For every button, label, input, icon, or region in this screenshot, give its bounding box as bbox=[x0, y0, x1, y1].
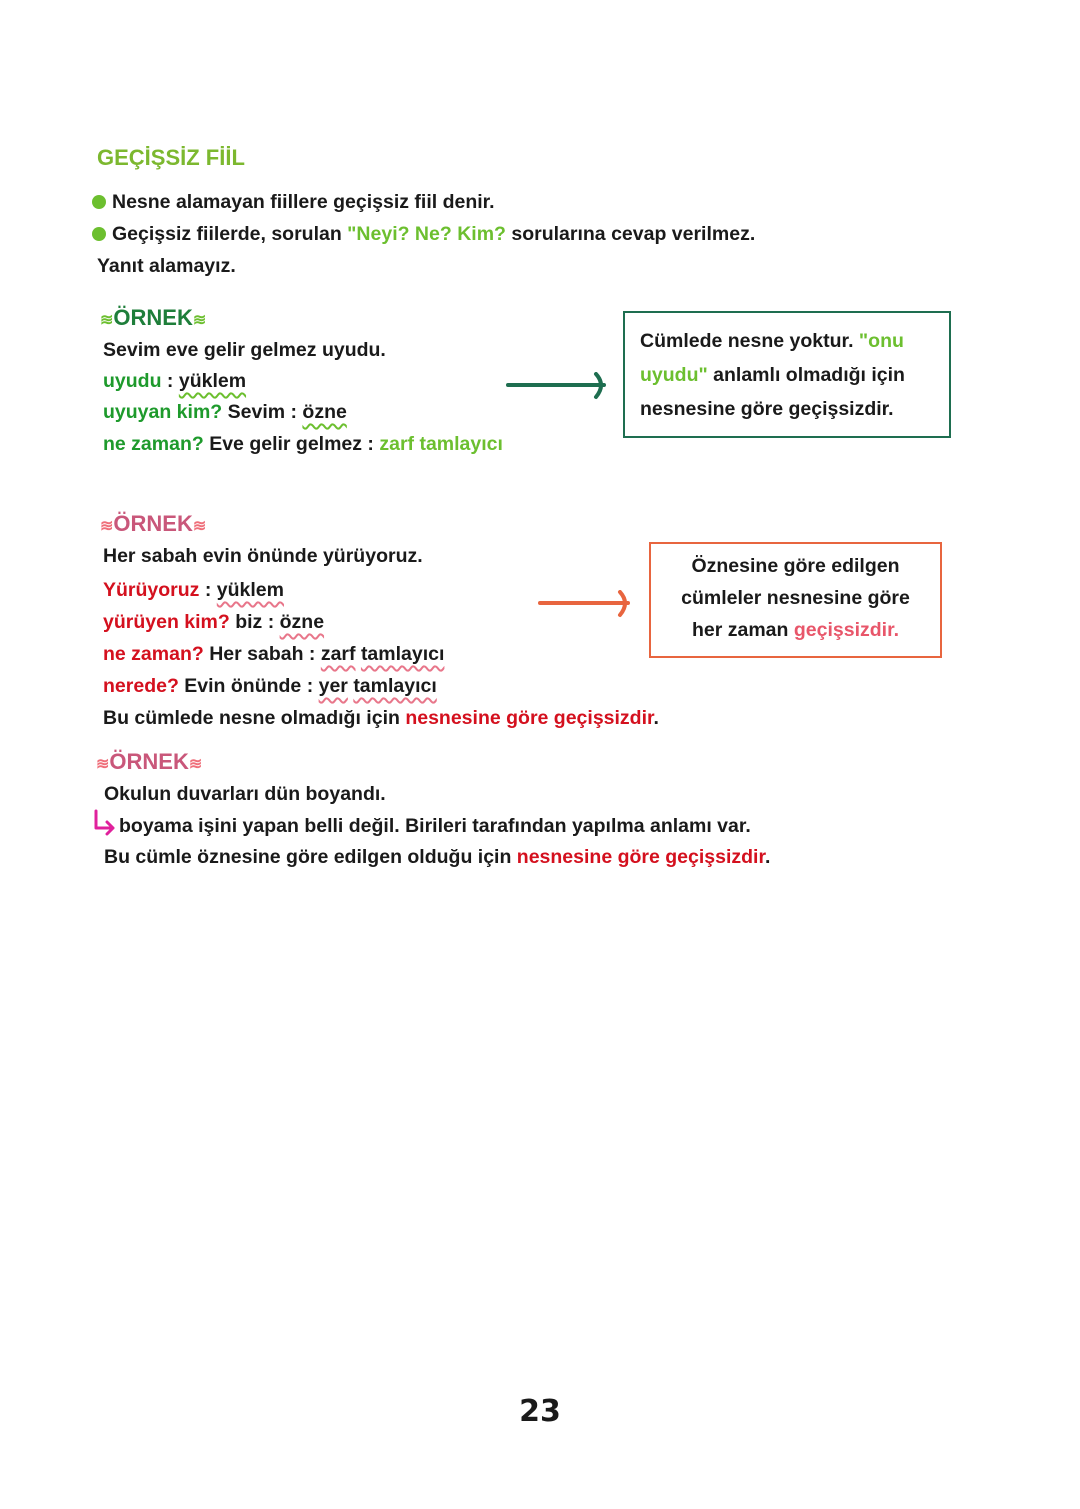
phrase: biz : bbox=[229, 611, 280, 633]
section-title: GEÇİŞSİZ FİİL bbox=[97, 145, 245, 170]
note-line bbox=[640, 324, 949, 358]
bullet-dot-icon bbox=[92, 227, 106, 241]
note-line: nesnesine göre geçişsizdir. bbox=[640, 398, 894, 420]
page-number: 23 bbox=[519, 1394, 561, 1429]
bullet-text: Nesne alamayan fiillere geçişsiz fiil denir. bbox=[112, 191, 495, 213]
example-sentence: Her sabah evin önünde yürüyoruz. bbox=[103, 545, 423, 567]
highlight: nesnesine göre geçişsizdir bbox=[405, 707, 654, 729]
question-words: "Neyi? Ne? Kim? bbox=[347, 223, 506, 245]
arrow-right-icon bbox=[538, 590, 634, 618]
text: . bbox=[764, 846, 771, 868]
question: yürüyen kim? bbox=[103, 611, 230, 633]
example-label: ÖRNEK bbox=[109, 749, 189, 774]
example-sentence: Okulun duvarları dün boyandı. bbox=[104, 783, 386, 805]
note-line bbox=[640, 358, 949, 392]
answer: tamlayıcı bbox=[360, 643, 445, 665]
note-box-1 bbox=[623, 311, 951, 438]
answer: yüklem bbox=[178, 370, 247, 392]
bullet-text: Geçişsiz fiilerde, sorulan bbox=[112, 223, 348, 245]
bullet-1 bbox=[92, 189, 495, 215]
note-text: anlamlı olmadığı için bbox=[707, 364, 905, 386]
question: ne zaman? bbox=[103, 433, 204, 455]
answer: zarf bbox=[320, 643, 356, 665]
note-text: her zaman bbox=[691, 619, 794, 641]
note-highlight: uyudu" bbox=[640, 364, 708, 386]
bullet-2 bbox=[92, 221, 755, 247]
question: Yürüyoruz bbox=[103, 579, 200, 601]
phrase: : bbox=[199, 579, 217, 601]
example-heading-1 bbox=[100, 305, 206, 334]
note-box-2 bbox=[649, 542, 942, 658]
note-highlight: "onu bbox=[858, 330, 904, 352]
phrase: Her sabah : bbox=[203, 643, 321, 665]
text: Bu cümle öznesine göre edilgen olduğu için bbox=[104, 846, 517, 868]
bullet-continuation: Yanıt alamayız. bbox=[97, 255, 236, 277]
return-arrow-icon bbox=[91, 808, 117, 836]
example-heading-2 bbox=[100, 511, 206, 540]
sparkle-icon: ≋ bbox=[100, 312, 114, 329]
note-line bbox=[651, 614, 940, 646]
sparkle-icon: ≋ bbox=[96, 756, 110, 773]
analysis-line bbox=[103, 368, 246, 394]
answer: tamlayıcı bbox=[353, 675, 437, 697]
sparkle-icon: ≋ bbox=[192, 518, 207, 535]
answer: özne bbox=[279, 611, 325, 633]
highlight: nesnesine göre geçişsizdir bbox=[516, 846, 765, 868]
note-line: cümleler nesnesine göre bbox=[681, 587, 910, 609]
example-sentence: Sevim eve gelir gelmez uyudu. bbox=[103, 339, 386, 361]
phrase: Evin önünde : bbox=[178, 675, 319, 697]
analysis-line bbox=[103, 577, 284, 603]
phrase: Sevim : bbox=[222, 401, 303, 423]
answer: yer bbox=[318, 675, 348, 697]
sparkle-icon: ≋ bbox=[188, 756, 203, 773]
text: . bbox=[653, 707, 659, 729]
arrow-right-icon bbox=[506, 372, 610, 400]
question: nerede? bbox=[103, 675, 179, 697]
conclusion bbox=[103, 705, 659, 731]
text: Bu cümlede nesne olmadığı için bbox=[103, 707, 406, 729]
answer: özne bbox=[302, 401, 347, 423]
analysis-line bbox=[103, 641, 444, 667]
sparkle-icon: ≋ bbox=[192, 312, 207, 329]
conclusion bbox=[104, 844, 770, 870]
phrase: Eve gelir gelmez : bbox=[203, 433, 380, 455]
example-heading-3 bbox=[96, 749, 202, 778]
note-highlight: geçişsizdir. bbox=[793, 619, 899, 641]
example-label: ÖRNEK bbox=[113, 305, 193, 330]
analysis-line bbox=[103, 673, 437, 699]
bullet-dot-icon bbox=[92, 195, 106, 209]
question: uyuyan kim? bbox=[103, 401, 223, 423]
example-label: ÖRNEK bbox=[113, 511, 193, 536]
analysis-line bbox=[103, 431, 503, 457]
sparkle-icon: ≋ bbox=[100, 518, 114, 535]
analysis-line bbox=[103, 399, 347, 425]
note-line: Öznesine göre edilgen bbox=[691, 555, 900, 577]
analysis-line bbox=[103, 609, 324, 635]
note-text: Cümlede nesne yoktur. bbox=[640, 330, 859, 352]
answer: zarf tamlayıcı bbox=[379, 433, 503, 455]
bullet-text: sorularına cevap verilmez. bbox=[505, 223, 756, 245]
separator: : bbox=[161, 370, 179, 392]
question: uyudu bbox=[103, 370, 162, 392]
question: ne zaman? bbox=[103, 643, 204, 665]
answer: yüklem bbox=[216, 579, 284, 601]
explanation: boyama işini yapan belli değil. Birileri tarafından yapılma anlamı var. bbox=[119, 815, 751, 837]
